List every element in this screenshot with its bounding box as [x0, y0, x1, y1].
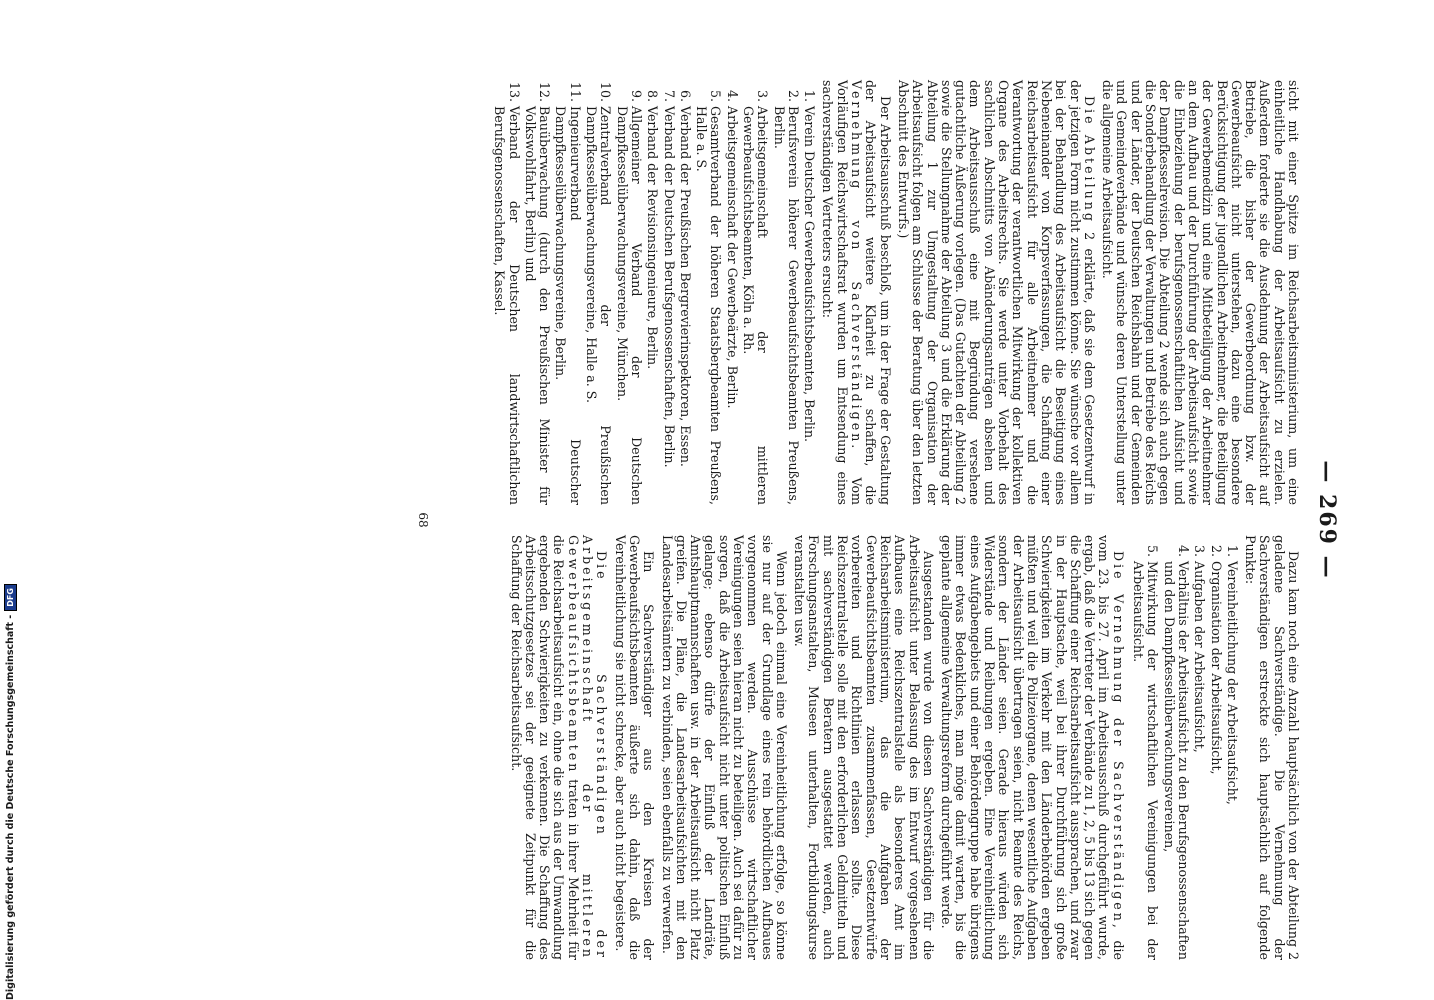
page-number: — 269 —: [1314, 460, 1340, 580]
paragraph-text: Vom Vorläufigen Reichswirtschaftsrat wurden um Entsendung eines sachverständigen Vertreters ersucht:: [820, 80, 865, 505]
list-item: 2. Berufsverein höherer Gewerbeaufsichtsbeamten Preußens, Berlin.: [771, 106, 800, 505]
paragraph: Wenn jedoch einmal eine Vereinheitlichung erfolge, so könne sie nur auf der Grundlage eines rein behördlichen Aufbaues vorgenommen werden. Ausschüsse wirtschaftlicher Vereinigungen seien hieran nicht zu beteiligen. Auch sei dafür zu sorgen, daß die Arbeitsaufsicht nicht unter politischen Einfluß gelange; ebenso dürfe der Einfluß der Landräte, Amtshauptmannschaften usw. in der Arbeitsaufsicht nicht Platz greifen. Die Pläne, die Landesarbeitsaufsichten mit den Landesarbeitsämtern zu verbinden, seien ebenfalls zu verwerfen.: [659, 535, 789, 960]
list-item: 7. Verband der Deutschen Berufsgenossenschaften, Berlin.: [661, 106, 675, 505]
left-column: [486, 80, 1300, 505]
rotated-page: [150, 80, 1340, 960]
digitization-notice: [2, 12, 18, 1000]
organization-list: [492, 80, 816, 505]
dfg-logo: DFG: [4, 584, 17, 611]
paragraph: sicht mit einer Spitze im Reichsarbeitsministerium, um eine einheitliche Handhabung der Arbeitsaufsicht zu erzielen. Außerdem forderte sie die Ausdehnung der Arbeitsaufsicht auf Betriebe, die bisher der Gewerbeordnung bzw. der Gewerbeaufsicht nicht unterstehen, dazu eine besondere Berücksichtigung der jugendlichen Arbeitnehmer, die Beteiligung der Gewerbemedizin und eine Mitbeteiligung der Arbeitnehmer an dem Aufbau und der Durchführung der Arbeitsaufsicht sowie die Einbeziehung der berufsgenossenschaftlichen Aufsicht und der Dampfkesselrevision. Die Abteilung 2 wende sich auch gegen die Sonderbehandlung der Verwaltungen und Betriebe des Reichs und der Länder, der Deutschen Reichsbahn und der Gemeinden und Gemeindeverbände und wünsche deren Unterstellung unter die allgemeine Arbeitsaufsicht.: [1100, 80, 1301, 505]
paragraph: Dazu kam noch eine Anzahl hauptsächlich von der Abteilung 2 geladene Sachverständige. Die Vernehmung der Sachverständigen erstreckte sich hauptsächlich auf folgende Punkte:: [1243, 535, 1301, 960]
paragraph-text: die vom 23. bis 27. April im Arbeitsausschuß durchgeführt wurde, ergab, daß die Vertreter der Verbände zu 1, 2, 5 bis 13 sich gegen die Schaffung einer Reichsarbeitsaufsicht aussprachen, und zwar in der Hauptsache, weil bei ihrer Durchführung sich große Schwierigkeiten im Verkehr mit den Länderbehörden ergeben müßten und weil die Polizeiorgane, denen wesentliche Aufgaben der Arbeitsaufsicht übertragen seien, nicht Beamte des Reichs, sondern der Länder seien. Gerade hieraus würden sich Widerstände und Reibungen ergeben. Eine Vereinheitlichung eines Aufgabengebiets und einer Behördengruppe habe übrigens immer etwas Bedenkliches, man möge damit warten, bis die geplante allgemeine Verwaltungsreform durchgeführt werde.: [939, 535, 1126, 960]
paragraph: [939, 535, 1125, 960]
paragraph-text: traten in ihrer Mehrheit für die Reichsarbeitsaufsicht ein, ohne die sich aus der Umwandlung ergebenden Schwierigkeiten zu verkennen. Die Schaffung des Arbeitsschutzgesetzes sei der geeignete Zeitpunkt für die Schaffung der Reichsarbeitsaufsicht.: [508, 535, 581, 960]
sidebar-text: Digitalisierung gefördert durch die Deutsche Forschungsgemeinschaft -: [4, 614, 16, 1000]
spaced-heading: Vernehmung von Sachverständigen.: [849, 80, 865, 452]
points-list: [1131, 535, 1239, 960]
list-item: 4. Arbeitsgemeinschaft der Gewerbeärzte, Berlin.: [724, 106, 738, 505]
paragraph: [508, 535, 608, 960]
list-item: 9. Allgemeiner Verband der Deutschen Dampfkesselüberwachungsvereine, München.: [614, 106, 643, 505]
list-item: 12. Bauüberwachung (durch den Preußischen Minister für Volkswohlfahrt, Berlin) und: [523, 106, 552, 505]
list-item: 6. Verband der Preußischen Bergrevierinspektoren, Essen.: [678, 106, 692, 505]
spaced-heading: Die Sachverständigen der Arbeitsgemeinschaft der mittleren Gewerbeaufsichtsbeamten: [565, 535, 610, 960]
paragraph: [820, 80, 891, 505]
list-item: 3. Aufgaben der Arbeitsaufsicht,: [1192, 561, 1206, 960]
paragraph: Ausgestanden wurde von diesen Sachverständigen für die Arbeitsaufsicht unter Belassung des im Entwurf vorgesehenen Aufbaues eine Reichszentralstelle als besonderes Amt im Reichsarbeitsministerium, das die Aufgaben der Gewerbeaufsichtsbeamten zusammenfassen, Gesetzentwürfe vorbereiten und Richtlinien erlassen sollte. Diese Reichszentralstelle solle mit den erforderlichen Geldmitteln und mit sachverständigen Beratern ausgestattet werden, auch Forschungsanstalten, Museen unterhalten, Fortbildungskurse veranstalten usw.: [792, 535, 936, 960]
spaced-heading: Die Abteilung 2: [1081, 96, 1097, 244]
list-item: 11. Ingenieurverband Deutscher Dampfkesselüberwachungsvereine, Berlin.: [553, 106, 582, 505]
paragraph-text: Der Arbeitsausschuß beschloß, um in der Frage der Gestaltung der Arbeitsaufsicht weitere Klarheit zu schaffen, die: [863, 80, 893, 505]
list-item: 8. Verband der Revisionsingenieure, Berlin.: [645, 106, 659, 505]
list-item: 1. Vereinheitlichung der Arbeitsaufsicht,: [1225, 561, 1239, 960]
right-column: [504, 535, 1300, 960]
list-item: 2. Organisation der Arbeitsaufsicht,: [1208, 561, 1222, 960]
list-item: 10. Zentralverband der Preußischen Dampfkesselüberwachungsvereine, Halle a. S.: [584, 106, 613, 505]
spaced-heading: Die Vernehmung der Sachverständigen,: [1110, 551, 1126, 931]
footer-number: 68: [416, 512, 430, 528]
paragraph: [896, 80, 1096, 505]
list-item: 5. Gesamtverband der höheren Staatsbergbeamten Preußens, Halle a. S.: [694, 106, 723, 505]
list-item: 13. Verband der Deutschen landwirtschaftlichen Berufsgenossenschaften, Kassel.: [492, 106, 521, 505]
list-item: 5. Mitwirkung der wirtschaftlichen Vereinigungen bei der Arbeitsaufsicht.: [1131, 561, 1160, 960]
list-item: 1. Verein Deutscher Gewerbeaufsichtsbeamten, Berlin.: [802, 106, 816, 505]
paragraph: Ein Sachverständiger aus den Kreisen der Gewerbeaufsichtsbeamten äußerte sich dahin, daß die Vereinheitlichung sie nicht schrecke, aber auch nicht begeistere.: [612, 535, 657, 960]
paragraph-text: erklärte, daß sie dem Gesetzentwurf in der jetzigen Form nicht zustimmen könne. Sie wünsche vor allem bei der Behandlung des Arbeitsaufsicht die Beseitigung eines Nebeneinander von Korpsverfassungen, die Schaffung einer Reichsarbeitsaufsicht für alle Arbeitnehmer und die Verantwortung der verantwortlichen Mitwirkung der kollektiven Organe des Arbeitsrechts. Sie werde unter Vorbehalt des sachlichen Abschnitts von Abänderungsanträgen absehen und dem Arbeitsausschuß eine mit Begründung versehene gutachtliche Äußerung vorlegen. (Das Gutachten der Abteilung 2 sowie die Stellungnahme der Abteilung 3 und die Erklärung der Abteilung 1 zur Umgestaltung der Organisation der Arbeitsaufsicht folgen am Schlusse der Beratung über den letzten Abschnitt des Entwurfs.): [895, 80, 1097, 505]
list-item: 4. Verhältnis der Arbeitsaufsicht zu den Berufsgenossenschaften und den Dampfkesselüberwachungsvereinen,: [1161, 561, 1190, 960]
list-item: 3. Arbeitsgemeinschaft der mittleren Gewerbeaufsichtsbeamten, Köln a. Rh.: [741, 106, 770, 505]
